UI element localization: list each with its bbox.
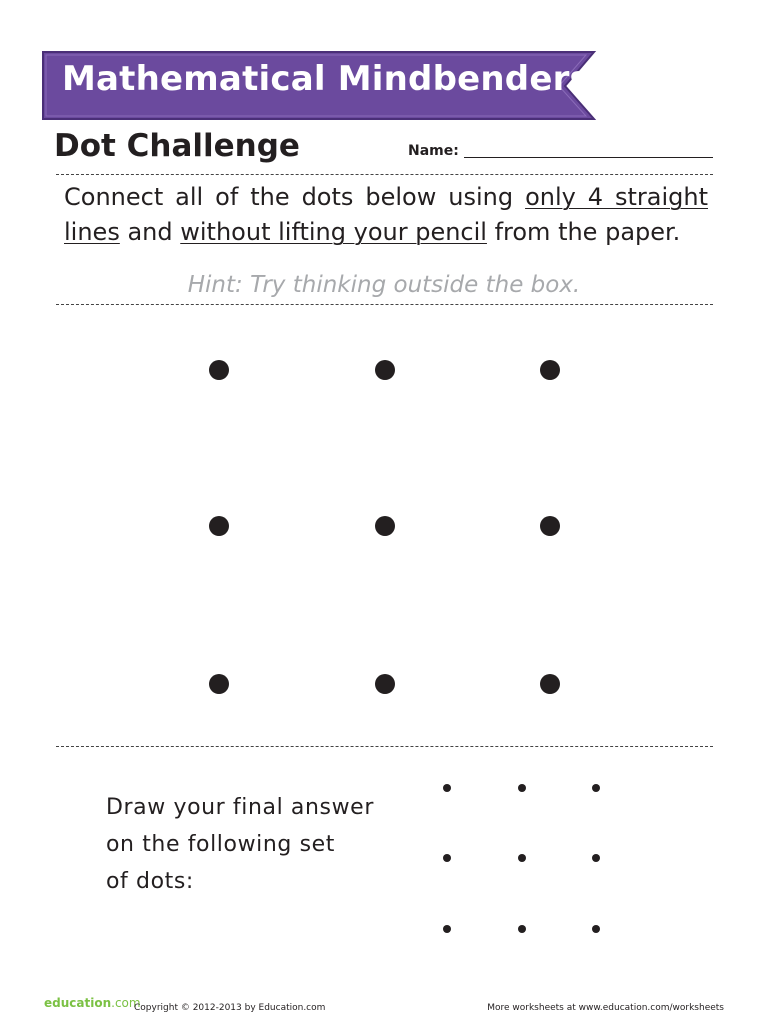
practice-dot[interactable] — [540, 360, 560, 380]
logo-suffix: .com — [111, 996, 141, 1010]
education-logo[interactable] — [44, 996, 141, 1010]
instructions-underlined: lines — [64, 218, 120, 246]
more-worksheets-link[interactable]: More worksheets at www.education.com/worksheets — [487, 1003, 724, 1013]
practice-dot[interactable] — [540, 516, 560, 536]
title-banner — [42, 51, 606, 121]
instructions-underlined: without lifting your pencil — [180, 218, 487, 246]
final-answer-line: Draw your final answer — [106, 795, 374, 820]
practice-dot[interactable] — [375, 360, 395, 380]
hint-text: Hint: Try thinking outside the box. — [187, 272, 581, 298]
instructions-line-2 — [64, 215, 708, 250]
instructions-text: from the paper. — [486, 218, 681, 246]
instructions-line-1 — [64, 180, 708, 215]
final-answer-line: on the following set — [106, 832, 336, 857]
instructions-underlined: only 4 straight — [525, 183, 708, 211]
name-label: Name: — [408, 143, 459, 159]
practice-dot[interactable] — [209, 360, 229, 380]
practice-dot[interactable] — [375, 674, 395, 694]
answer-dot[interactable] — [518, 925, 526, 933]
answer-dot[interactable] — [592, 784, 600, 792]
answer-dot[interactable] — [443, 784, 451, 792]
practice-dot[interactable] — [209, 516, 229, 536]
name-field-line[interactable] — [464, 157, 713, 158]
answer-dot[interactable] — [592, 854, 600, 862]
answer-dot[interactable] — [518, 784, 526, 792]
practice-dot[interactable] — [540, 674, 560, 694]
divider-top — [56, 174, 713, 175]
instructions — [64, 180, 708, 250]
final-answer-line: of dots: — [106, 869, 194, 894]
final-answer-instructions — [106, 789, 374, 900]
instructions-text: and — [119, 218, 181, 246]
answer-dot[interactable] — [443, 925, 451, 933]
worksheet-title: Dot Challenge — [54, 128, 300, 164]
divider-bottom — [56, 746, 713, 747]
practice-dot[interactable] — [209, 674, 229, 694]
banner-title: Mathematical Mindbenders! — [62, 59, 606, 99]
answer-dot[interactable] — [592, 925, 600, 933]
logo-text: education — [44, 996, 112, 1010]
answer-dot[interactable] — [443, 854, 451, 862]
instructions-text: Connect all of the dots below using — [64, 183, 526, 211]
answer-dot[interactable] — [518, 854, 526, 862]
practice-dot[interactable] — [375, 516, 395, 536]
divider-middle-top — [56, 304, 713, 305]
copyright-text: Copyright © 2012-2013 by Education.com — [134, 1003, 326, 1013]
